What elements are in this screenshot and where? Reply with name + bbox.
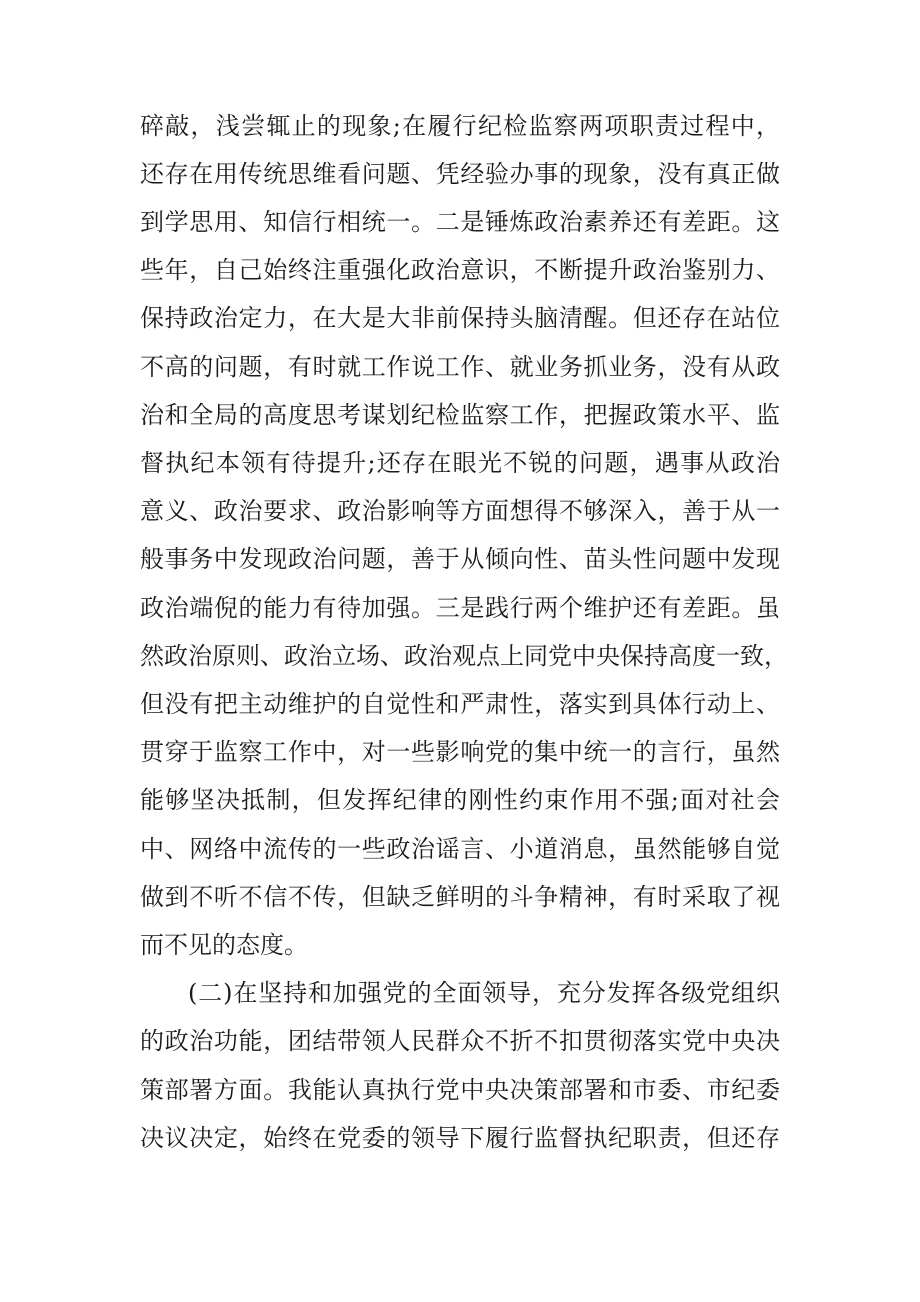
text-line: 能够坚决抵制，但发挥纪律的刚性约束作用不强;面对社会 <box>140 786 780 814</box>
text-line: 意义、政治要求、政治影响等方面想得不够深入，善于从一 <box>140 497 780 525</box>
text-line: 的政治功能，团结带领人民群众不折不扣贯彻落实党中央决 <box>140 1027 780 1055</box>
text-line: 但没有把主动维护的自觉性和严肃性，落实到具体行动上、 <box>140 690 780 718</box>
text-line: 贯穿于监察工作中，对一些影响党的集中统一的言行，虽然 <box>140 738 780 766</box>
text-line: 做到不听不信不传，但缺乏鲜明的斗争精神，有时采取了视 <box>140 883 780 911</box>
text-line: 而不见的态度。 <box>140 931 308 959</box>
text-line: 还存在用传统思维看问题、凭经验办事的现象，没有真正做 <box>140 160 780 188</box>
text-line: 般事务中发现政治问题，善于从倾向性、苗头性问题中发现 <box>140 545 780 573</box>
text-line: 然政治原则、政治立场、政治观点上同党中央保持高度一致， <box>140 642 788 670</box>
text-line: (二)在坚持和加强党的全面领导，充分发挥各级党组织 <box>188 979 780 1007</box>
text-line: 到学思用、知信行相统一。二是锤炼政治素养还有差距。这 <box>140 208 780 236</box>
text-line: 碎敲，浅尝辄止的现象;在履行纪检监察两项职责过程中， <box>140 112 780 140</box>
text-line: 政治端倪的能力有待加强。三是践行两个维护还有差距。虽 <box>140 594 780 622</box>
text-line: 保持政治定力，在大是大非前保持头脑清醒。但还存在站位 <box>140 304 780 332</box>
text-line: 不高的问题，有时就工作说工作、就业务抓业务，没有从政 <box>140 353 780 381</box>
text-line: 决议决定，始终在党委的领导下履行监督执纪职责，但还存 <box>140 1124 780 1152</box>
text-line: 督执纪本领有待提升;还存在眼光不锐的问题，遇事从政治 <box>140 449 780 477</box>
text-line: 治和全局的高度思考谋划纪检监察工作，把握政策水平、监 <box>140 401 780 429</box>
text-line: 中、网络中流传的一些政治谣言、小道消息，虽然能够自觉 <box>140 835 780 863</box>
text-line: 些年，自己始终注重强化政治意识，不断提升政治鉴别力、 <box>140 256 780 284</box>
text-line: 策部署方面。我能认真执行党中央决策部署和市委、市纪委 <box>140 1076 780 1104</box>
